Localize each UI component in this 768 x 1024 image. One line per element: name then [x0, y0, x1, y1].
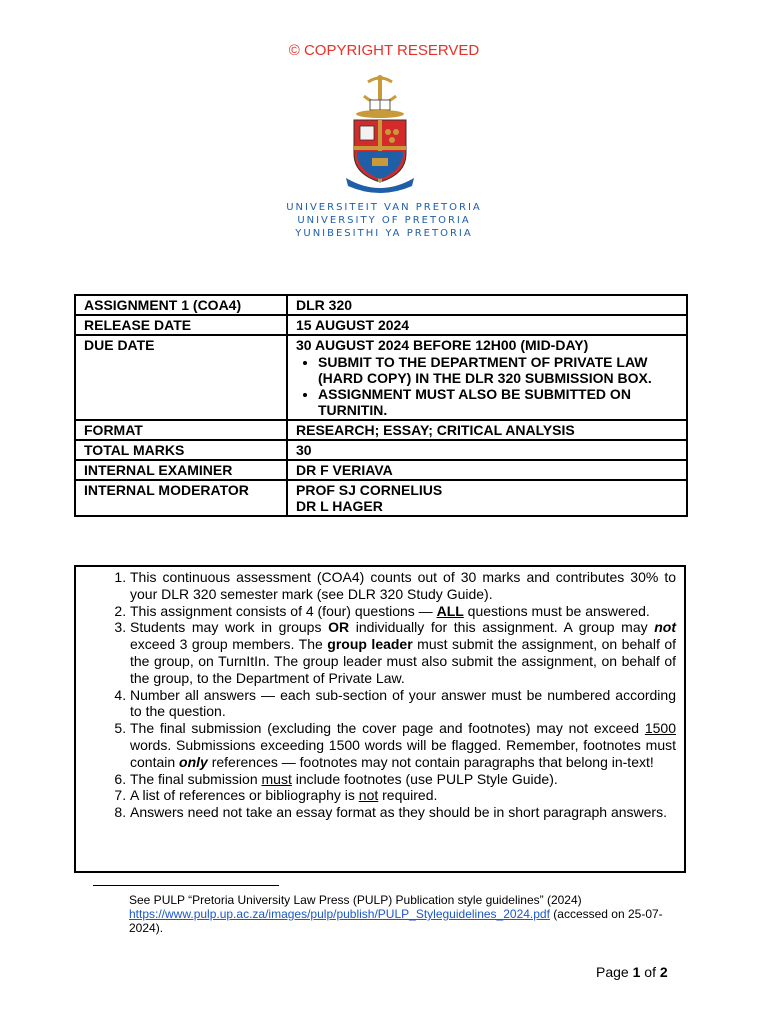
- table-row: [75, 420, 687, 440]
- copyright-notice: © COPYRIGHT RESERVED: [288, 42, 480, 59]
- instruction-text: include footnotes (use PULP Style Guide).: [291, 770, 558, 787]
- page-number: [596, 964, 668, 980]
- instruction-text: individually for this assignment. A group may: [349, 619, 655, 636]
- page-prefix: Page: [596, 964, 633, 980]
- instruction-text: Answers need not take an essay format as they should be in short paragraph answers.: [130, 804, 667, 821]
- list-item: [130, 804, 676, 821]
- page-of: of: [640, 964, 660, 980]
- footnote: [129, 893, 684, 935]
- page-total: 2: [659, 964, 668, 980]
- university-names: [0, 201, 768, 240]
- format-label: FORMAT: [75, 420, 287, 440]
- footnote-divider: [93, 885, 279, 886]
- due-date-value: 30 AUGUST 2024 BEFORE 12H00 (MID-DAY): [296, 337, 589, 353]
- instructions-list: [76, 569, 676, 821]
- table-row: [75, 315, 687, 335]
- emphasis-not-required: not: [358, 787, 379, 804]
- release-date-value: 15 AUGUST 2024: [287, 315, 687, 335]
- emphasis-word-limit: 1500: [644, 720, 676, 737]
- due-date-label: DUE DATE: [75, 335, 287, 420]
- list-item: [130, 687, 676, 721]
- emphasis-only: only: [179, 753, 208, 770]
- instruction-text: Number all answers — each sub-section of your answer must be numbered according to the question.: [130, 686, 676, 720]
- list-item: [130, 787, 676, 804]
- instruction-text: A list of references or bibliography is: [130, 787, 359, 804]
- instruction-text: must submit the assignment, on behalf of the group, on TurnItIn. The group leader must also submit the assignment, on behalf of the group, to the Department of Private Law.: [130, 636, 676, 686]
- university-name-english: UNIVERSITY OF PRETORIA: [297, 215, 471, 226]
- footnote-text: See PULP “Pretoria University Law Press (PULP) Publication style guidelines” (2024): [129, 893, 582, 907]
- due-date-bullets: [296, 354, 680, 418]
- instruction-text: required.: [378, 787, 438, 804]
- university-crest-icon: [340, 74, 420, 194]
- assignment-info-table: [74, 294, 688, 517]
- university-name-sepedi: YUNIBESITHI YA PRETORIA: [295, 228, 473, 239]
- emphasis-all: ALL: [436, 602, 464, 619]
- release-date-label: RELEASE DATE: [75, 315, 287, 335]
- assignment-value: DLR 320: [287, 295, 687, 315]
- footnote-suffix: (accessed on 25-07-2024).: [129, 907, 663, 935]
- total-marks-value: 30: [287, 440, 687, 460]
- internal-moderator-value: DR L HAGER: [296, 498, 383, 514]
- internal-moderator-label: INTERNAL MODERATOR: [75, 480, 287, 516]
- instruction-text: Students may work in groups: [130, 619, 329, 636]
- internal-examiner-label: INTERNAL EXAMINER: [75, 460, 287, 480]
- list-item: [130, 569, 676, 603]
- instruction-text: The final submission: [130, 770, 262, 787]
- emphasis-not: not: [654, 619, 676, 636]
- instruction-text: words. Submissions exceeding 1500 words will be flagged. Remember, footnotes must contain: [130, 736, 676, 770]
- instruction-text: questions must be answered.: [463, 602, 650, 619]
- instructions-box: [74, 565, 686, 873]
- instruction-text: The final submission (excluding the cover page and footnotes) may not exceed: [130, 720, 645, 737]
- table-row: [75, 480, 687, 516]
- table-row: [75, 440, 687, 460]
- instruction-text: This continuous assessment (COA4) counts out of 30 marks and contributes 30% to your DLR 320 semester mark (see DLR 320 Study Guide).: [130, 569, 676, 602]
- table-row: [75, 335, 687, 420]
- table-row: [75, 295, 687, 315]
- list-item: [130, 771, 676, 788]
- due-date-cell: [287, 335, 687, 420]
- table-row: [75, 460, 687, 480]
- instruction-text: references — footnotes may not contain paragraphs that belong in-text!: [207, 753, 654, 770]
- assignment-label: ASSIGNMENT 1 (COA4): [75, 295, 287, 315]
- instruction-text: This assignment consists of 4 (four) questions —: [130, 602, 437, 619]
- internal-moderator-value: PROF SJ CORNELIUS: [296, 482, 443, 498]
- list-item: • SUBMIT TO THE DEPARTMENT OF PRIVATE LAW (HARD COPY) IN THE DLR 320 SUBMISSION BOX.: [318, 354, 680, 386]
- footnote-link[interactable]: https://www.pulp.up.ac.za/images/pulp/publish/PULP_Styleguidelines_2024.pdf: [129, 907, 550, 921]
- instruction-text: exceed 3 group members. The: [130, 636, 328, 653]
- internal-examiner-value: DR F VERIAVA: [287, 460, 687, 480]
- list-item: • ASSIGNMENT MUST ALSO BE SUBMITTED ON TURNITIN.: [318, 386, 680, 418]
- list-item: [130, 720, 676, 770]
- emphasis-or: OR: [328, 619, 350, 636]
- internal-moderator-cell: [287, 480, 687, 516]
- emphasis-must: must: [261, 770, 292, 787]
- total-marks-label: TOTAL MARKS: [75, 440, 287, 460]
- list-item: [130, 619, 676, 686]
- university-name-afrikaans: UNIVERSITEIT VAN PRETORIA: [286, 202, 482, 213]
- format-value: RESEARCH; ESSAY; CRITICAL ANALYSIS: [287, 420, 687, 440]
- list-item: [130, 603, 676, 620]
- page-current: 1: [632, 964, 641, 980]
- emphasis-group-leader: group leader: [327, 636, 413, 653]
